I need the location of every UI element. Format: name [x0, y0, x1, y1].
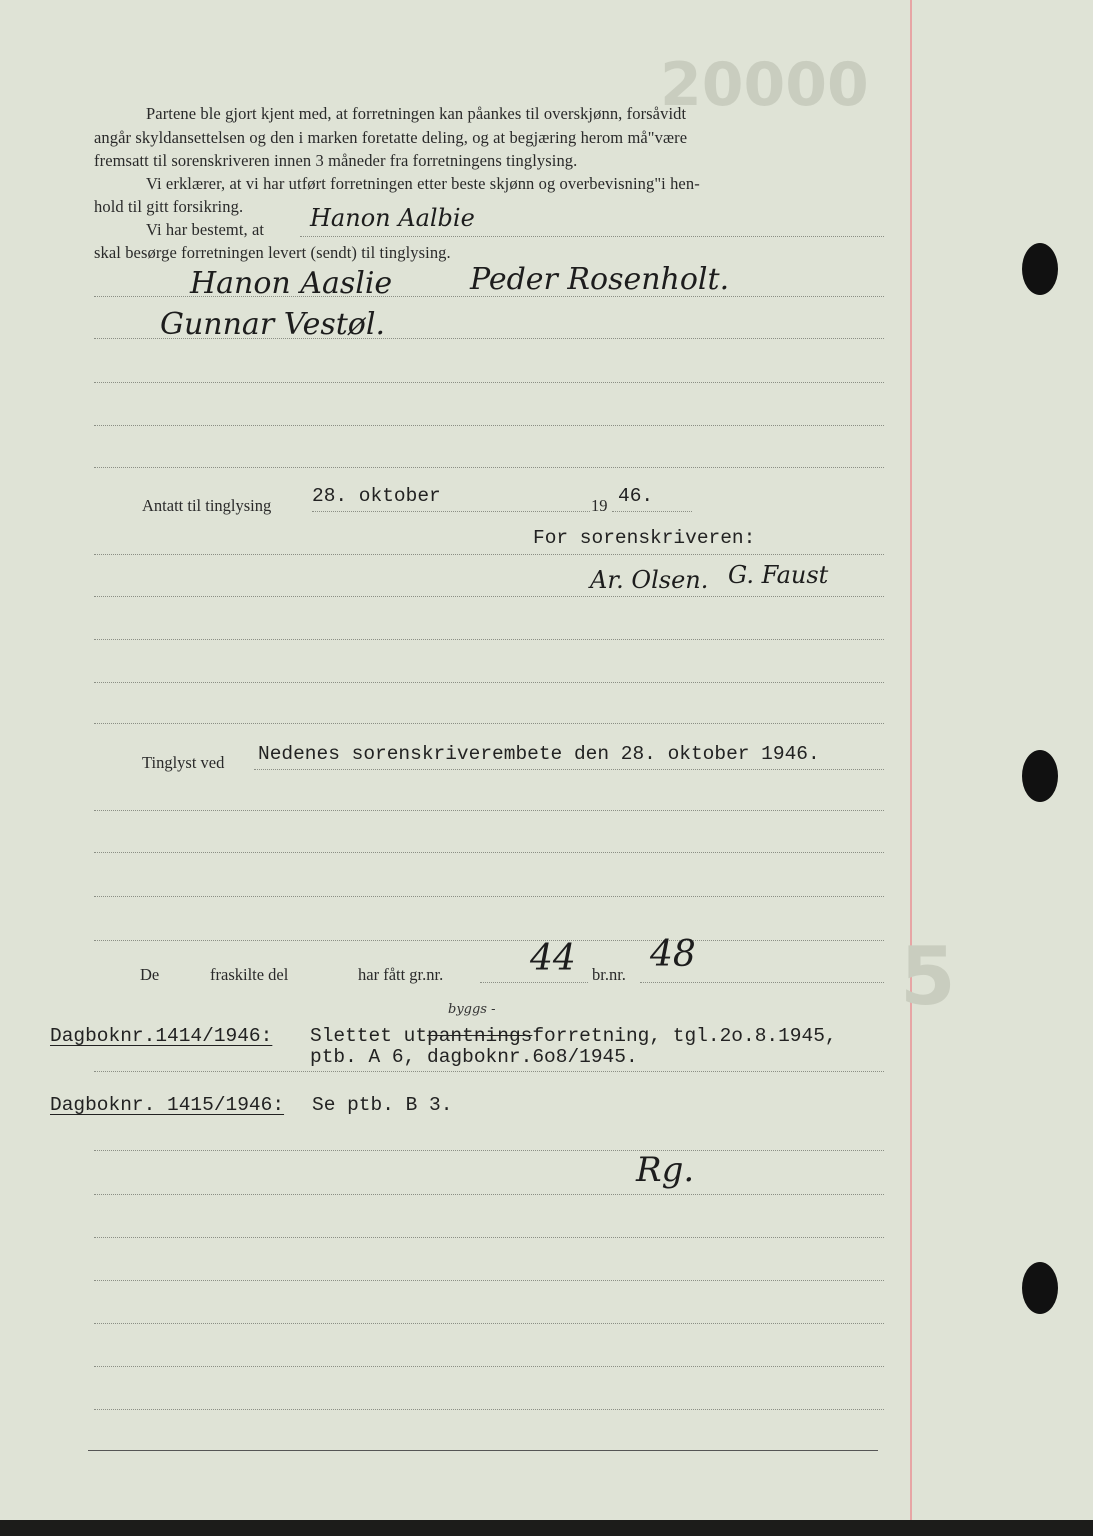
signature-rule-2 [94, 338, 884, 339]
entry-1-text: Slettet utpantningsforretning, tgl.2o.8.1945, [310, 1025, 837, 1047]
clerk-rule-3 [94, 639, 884, 640]
entry-rule-2 [94, 1150, 884, 1151]
paragraph-line-2: angår skyldansettelsen og den i marken foretatte deling, og at begjæring herom må"være [94, 128, 688, 147]
blank-rule-1 [94, 382, 884, 383]
tinglyst-text: Nedenes sorenskriverembete den 28. oktober 1946. [258, 743, 820, 765]
margin-line [910, 0, 912, 1520]
entry-rule-3 [94, 1194, 884, 1195]
paragraph-line-4: Vi erklærer, at vi har utført forretningen etter beste skjønn og overbevisning"i hen- [146, 174, 700, 193]
signature-1: Hanon Aaslie [190, 266, 393, 301]
entry-rule-1 [94, 1071, 884, 1072]
paragraph-line-1: Partene ble gjort kjent med, at forretningen kan påankes til overskjønn, forsåvidt [146, 104, 687, 123]
for-sorenskriveren-label: For sorenskriveren: [533, 527, 756, 549]
tinglyst-rule-5 [94, 940, 884, 941]
brnr-rule [640, 982, 884, 983]
antatt-label: Antatt til tinglysing [142, 496, 272, 515]
brnr-handwriting: 48 [650, 934, 696, 975]
entry-rule-4 [94, 1237, 884, 1238]
appointee-rule [300, 236, 884, 237]
paragraph-line-3: fremsatt til sorenskriveren innen 3 måneder fra forretningens tinglysing. [94, 151, 578, 170]
entry-1-ref: Dagboknr.1414/1946: [50, 1025, 273, 1047]
signature-3: Gunnar Vestøl. [160, 307, 385, 342]
entry-rule-8 [94, 1409, 884, 1410]
har-fatt-grnr-label: har fått gr.nr. [358, 965, 444, 984]
clerk-rule-5 [94, 723, 884, 724]
tinglyst-rule-2 [94, 810, 884, 811]
brnr-label: br.nr. [592, 965, 626, 984]
punch-hole-bottom [1022, 1262, 1058, 1314]
entry-rule-6 [94, 1323, 884, 1324]
paragraph-line-7: skal besørge forretningen levert (sendt) til tinglysing. [94, 243, 451, 262]
tinglyst-rule [254, 769, 884, 770]
paragraph-line-5: hold til gitt forsikring. [94, 197, 244, 216]
blank-rule-3 [94, 467, 884, 468]
signature-rule-1 [94, 296, 884, 297]
bottom-rule [88, 1450, 878, 1451]
tinglyst-label: Tinglyst ved [142, 753, 225, 772]
clerk-signature-2: G. Faust [728, 561, 829, 589]
clerk-signature-1: Ar. Olsen. [590, 566, 709, 594]
bleed-through-number: 5 [900, 930, 956, 1023]
fraskilte-de: De [140, 965, 160, 984]
entry-1-line-2: ptb. A 6, dagboknr.6o8/1945. [310, 1046, 638, 1068]
paragraph-line-6-prefix: Vi har bestemt, at [146, 220, 265, 239]
antatt-year-rule [612, 511, 692, 512]
appointee-handwriting: Hanon Aalbie [310, 204, 475, 232]
antatt-year: 46. [618, 485, 654, 507]
clerk-rule-4 [94, 682, 884, 683]
initials-handwriting: Rg. [636, 1150, 695, 1190]
punch-hole-top [1022, 243, 1058, 295]
bleed-through-stamp: 20000 [660, 50, 869, 120]
punch-hole-middle [1022, 750, 1058, 802]
tinglyst-rule-4 [94, 896, 884, 897]
entry-2-text: Se ptb. B 3. [312, 1094, 453, 1116]
antatt-date: 28. oktober [312, 485, 441, 507]
tinglyst-rule-3 [94, 852, 884, 853]
clerk-rule-1 [94, 554, 884, 555]
entry-rule-5 [94, 1280, 884, 1281]
antatt-date-rule [312, 511, 590, 512]
fraskilte-del-label: fraskilte del [210, 965, 289, 984]
entry-rule-7 [94, 1366, 884, 1367]
blank-rule-2 [94, 425, 884, 426]
grnr-handwriting: 44 [530, 938, 576, 979]
signature-2: Peder Rosenholt. [470, 262, 730, 297]
antatt-century: 19 [591, 496, 608, 515]
entry-2-ref: Dagboknr. 1415/1946: [50, 1094, 285, 1116]
grnr-rule [480, 982, 588, 983]
correction-handwriting: byggs - [448, 1002, 496, 1017]
clerk-rule-2 [94, 596, 884, 597]
